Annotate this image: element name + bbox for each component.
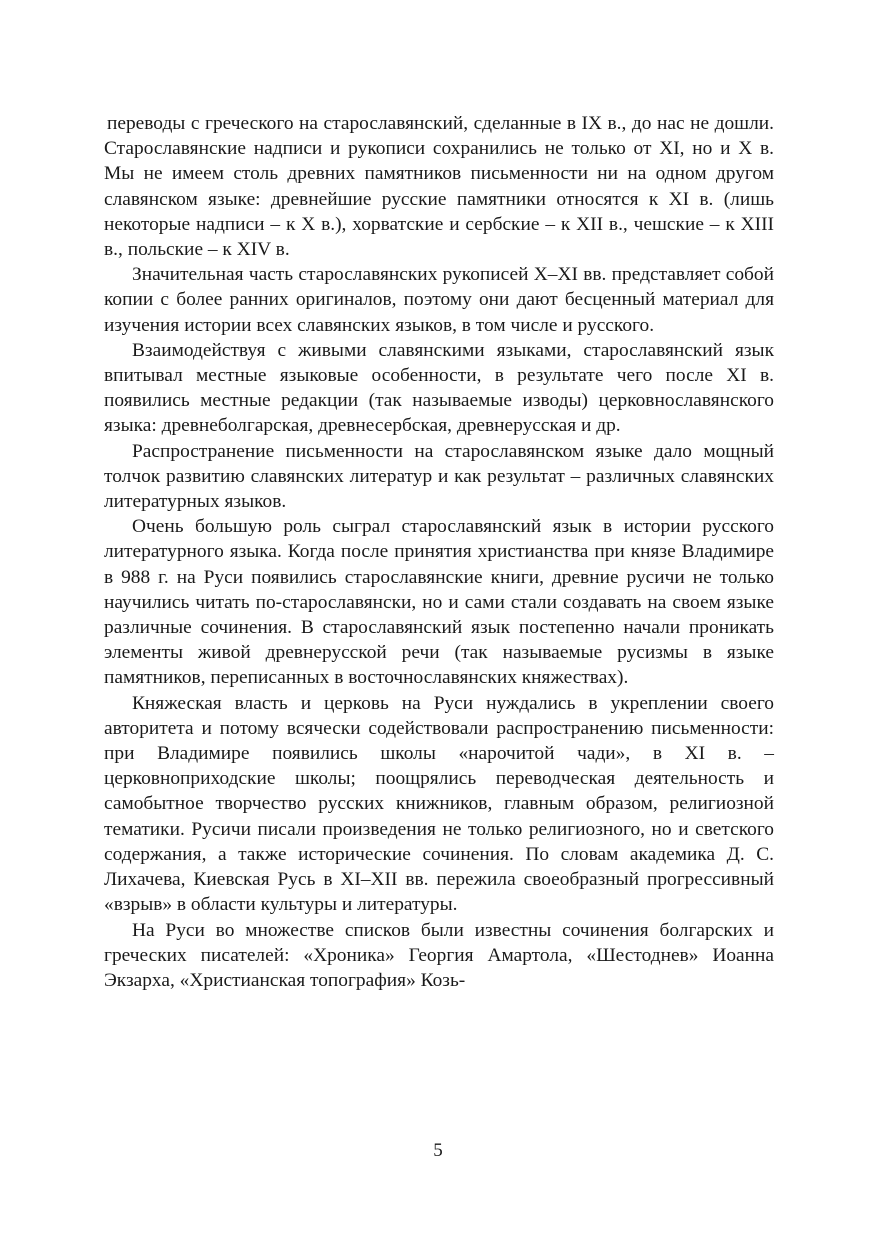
paragraph-7: На Руси во множестве списков были известны сочинения болгарских и греческих писателей: «Хроника» Георгия Амартола, «Шестоднев» Иоанна Экзарха, «Христианская топография» Козь- — [104, 919, 774, 991]
paragraph-5: Очень большую роль сыграл старославянский язык в истории русского литературного языка. Когда после принятия христианства при князе Владимире в 988 г. на Руси появились старославянские книги, древние русичи не только научились читать по-старославянски, но и сами стали создавать на своем языке различные сочинения. В старославянский язык постепенно начали проникать элементы живой древнерусской речи (так называемые русизмы в языке памятников, переписанных в восточнославянских княжествах). — [104, 516, 774, 689]
paragraph-1: переводы с греческого на старославянский, сделанные в IX в., до нас не дошли. Старославянские надписи и рукописи сохранились не только от XI, но и X в. Мы не имеем столь древних памятников письменности ни на одном другом славянском языке: древнейшие русские памятники относятся к XI в. (лишь некоторые надписи – к X в.), хорватские и сербские – к XII в., чешские – к XIII в., польские – к XIV в. — [104, 113, 774, 261]
page-number: 5 — [433, 1140, 443, 1161]
paragraph-3: Взаимодействуя с живыми славянскими языками, старославянский язык впитывал местные языковые особенности, в результате чего после XI в. появились местные редакции (так называемые изводы) церковнославянского языка: древнеболгарская, древнесербская, древнерусская и др. — [104, 339, 774, 437]
paragraph-6: Княжеская власть и церковь на Руси нуждались в укреплении своего авторитета и потому всячески содействовали распространению письменности: при Владимире появились школы «нарочитой чади», в XI в. – церковноприходские школы; поощрялись переводческая деятельность и самобытное творчество русских книжников, главным образом, религиозной тематики. Русичи писали произведения не только религиозного, но и светского содержания, а также исторические сочинения. По словам академика Д. С. Лихачева, Киевская Русь в XI–XII вв. пережила своеобразный прогрессивный «взрыв» в области культуры и литературы. — [104, 692, 774, 916]
document-page — [104, 111, 774, 993]
paragraph-2: Значительная часть старославянских рукописей X–XI вв. представляет собой копии с более ранних оригиналов, поэтому они дают бесценный материал для изучения истории всех славянских языков, в том числе и русского. — [104, 264, 774, 336]
paragraph-4: Распространение письменности на старославянском языке дало мощный толчок развитию славянских литератур и как результат – различных славянских литературных языков. — [104, 440, 774, 513]
